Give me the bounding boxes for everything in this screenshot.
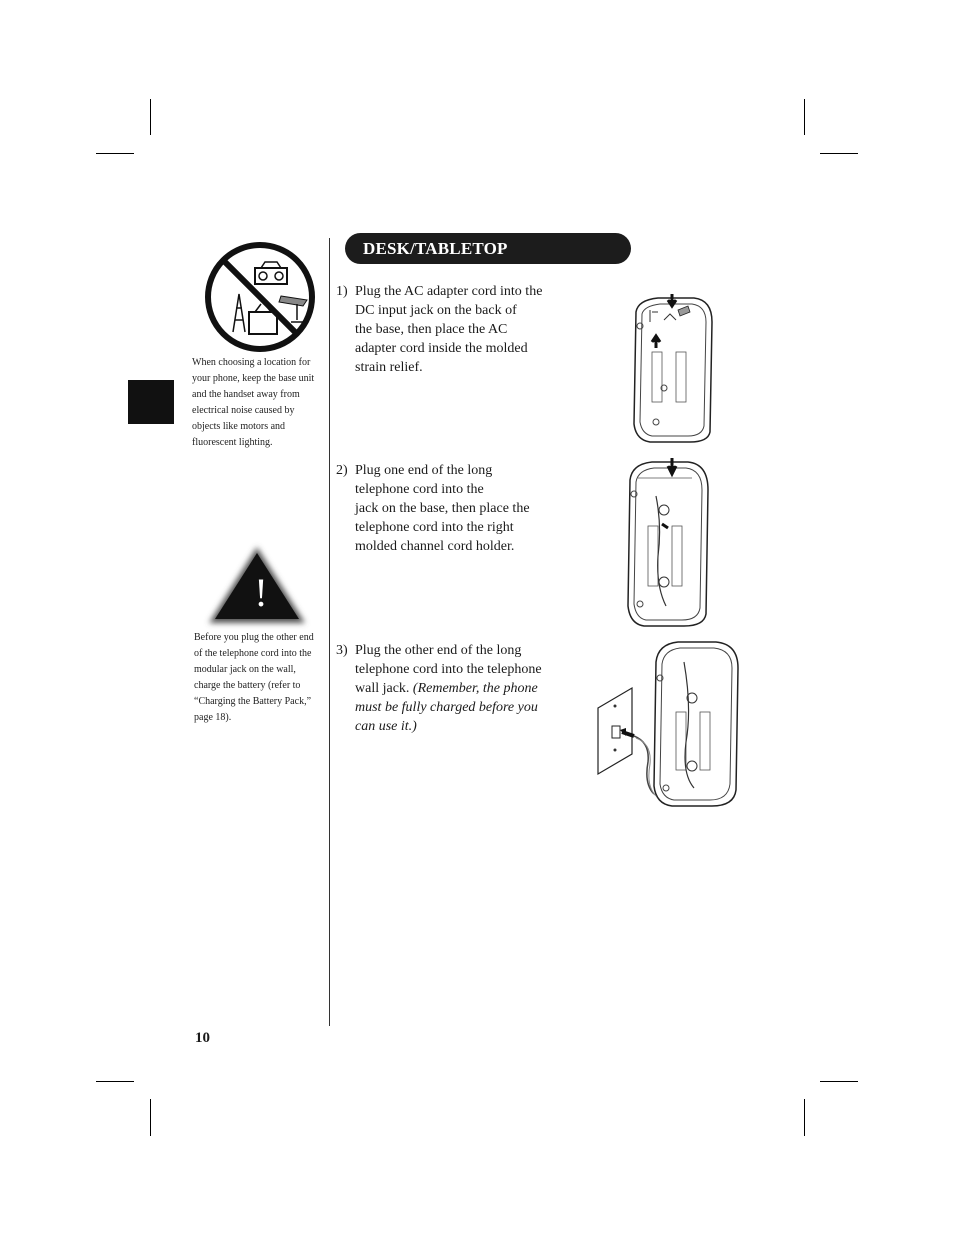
step-line: DC input jack on the back of — [355, 303, 517, 318]
warning-note-line: modular jack on the wall, — [194, 664, 296, 675]
warning-note-line: page 18). — [194, 712, 232, 723]
crop-mark-top-right-h — [820, 153, 858, 154]
location-note-line: electrical noise caused by — [192, 405, 295, 416]
step-note-italic: (Remember, the phone — [412, 681, 538, 696]
wall-jack-illustration — [594, 688, 674, 800]
crop-mark-bottom-right-h — [820, 1081, 858, 1082]
crop-mark-bottom-left-v — [150, 1099, 151, 1136]
page-number: 10 — [195, 1030, 210, 1046]
step-line: telephone cord into the — [355, 482, 484, 497]
step-line: adapter cord inside the molded — [355, 341, 528, 356]
step-number: 2) — [336, 463, 348, 478]
step-note-italic: can use it.) — [355, 719, 417, 734]
warning-note-line: charge the battery (refer to — [194, 680, 301, 691]
step-line: strain relief. — [355, 360, 423, 375]
warning-note — [194, 630, 314, 726]
location-note-line: and the handset away from — [192, 389, 300, 400]
warning-note-line: of the telephone cord into the — [194, 648, 312, 659]
location-note-line: When choosing a location for — [192, 357, 311, 368]
step-line: telephone cord into the right — [355, 520, 514, 535]
step-line: wall jack. — [355, 681, 413, 696]
phone-base-illustration — [622, 456, 712, 628]
location-note-line: objects like motors and — [192, 421, 286, 432]
step-line: the base, then place the AC — [355, 322, 508, 337]
crop-mark-top-left-v — [150, 99, 151, 135]
chapter-tab — [128, 380, 174, 424]
step-note-italic: must be fully charged before you — [355, 700, 538, 715]
crop-mark-bottom-left-h — [96, 1081, 134, 1082]
step-line: telephone cord into the telephone — [355, 662, 542, 677]
prohibited-noise-sources-icon — [203, 240, 317, 354]
crop-mark-top-right-v — [804, 99, 805, 135]
step-line: Plug one end of the long — [355, 463, 493, 478]
step-line: Plug the AC adapter cord into the — [355, 284, 543, 299]
step-line: molded channel cord holder. — [355, 539, 515, 554]
crop-mark-top-left-h — [96, 153, 134, 154]
step-number: 1) — [336, 284, 348, 299]
warning-note-line: “Charging the Battery Pack,” — [194, 696, 312, 707]
step-line: jack on the base, then place the — [355, 501, 530, 516]
location-note-line: fluorescent lighting. — [192, 437, 273, 448]
phone-base-illustration — [628, 292, 716, 444]
crop-mark-bottom-right-v — [804, 1099, 805, 1136]
column-divider — [329, 238, 330, 1026]
warning-note-line: Before you plug the other end — [194, 632, 314, 643]
step-number: 3) — [336, 643, 348, 658]
warning-symbol: ! — [254, 570, 268, 615]
step-line: Plug the other end of the long — [355, 643, 522, 658]
location-note-line: your phone, keep the base unit — [192, 373, 315, 384]
section-header: DESK/TABLETOP INSTALLATION — [345, 233, 631, 264]
location-note — [192, 355, 314, 451]
